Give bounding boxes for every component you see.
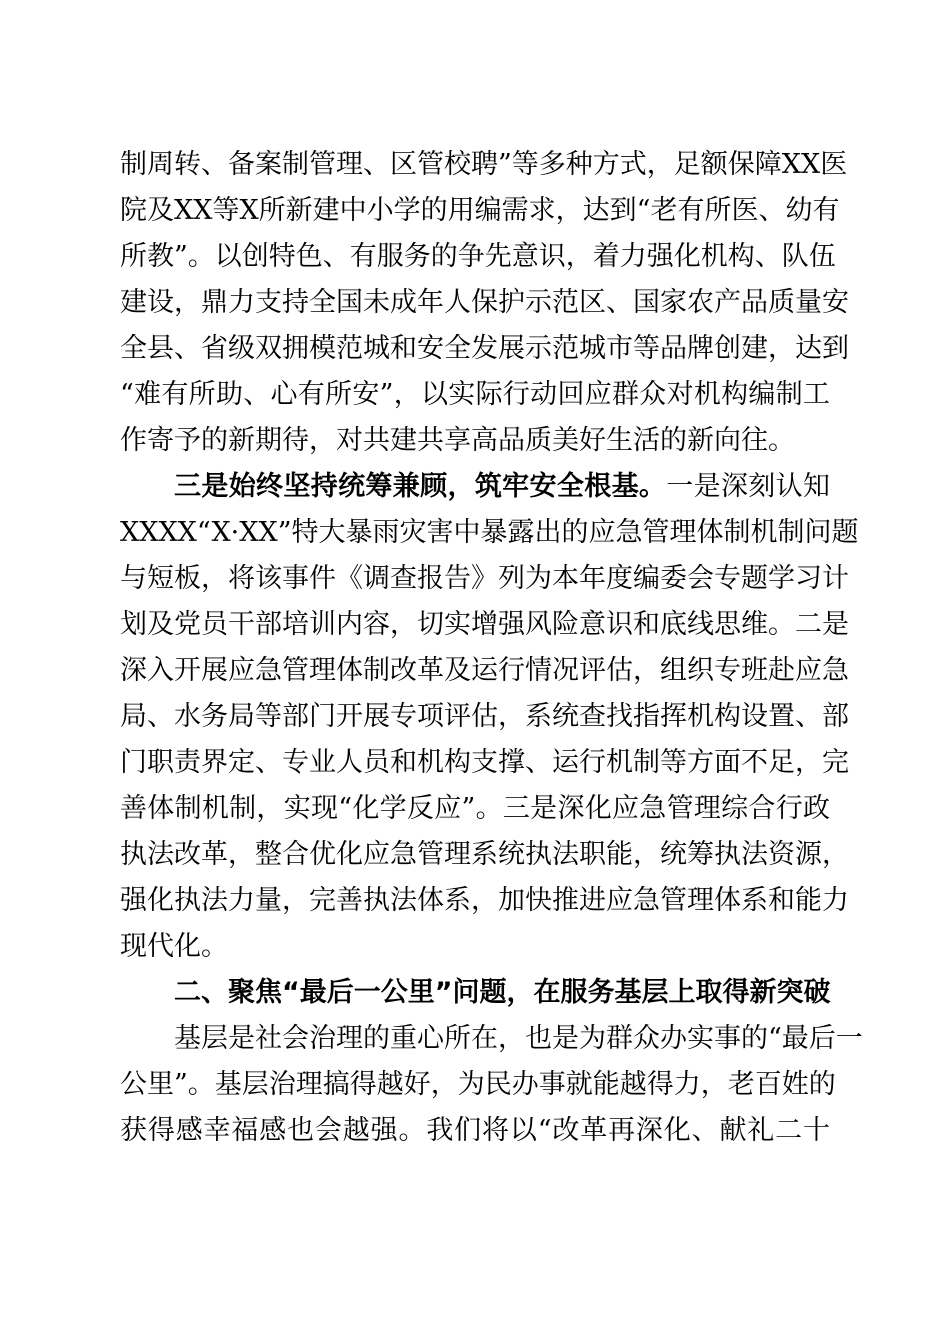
text-line: 作寄予的新期待，对共建共享高品质美好生活的新向往。 [120, 425, 795, 456]
text-line: “难有所助、心有所安”，以实际行动回应群众对机构编制工 [120, 379, 830, 410]
text-line: 执法改革，整合优化应急管理系统执法职能，统筹执法资源， [120, 839, 849, 870]
text-line: 深入开展应急管理体制改革及运行情况评估，组织专班赴应急 [120, 655, 849, 686]
paragraph-first-line [174, 467, 830, 507]
text-line: 强化执法力量，完善执法体系，加快推进应急管理体系和能力 [120, 885, 849, 916]
section-heading: 二、聚焦“最后一公里”问题，在服务基层上取得新突破 [174, 977, 831, 1008]
paragraph-lead-bold: 三是始终坚持统筹兼顾，筑牢安全根基。 [174, 471, 667, 502]
text-line: XXXX“X·XX”特大暴雨灾害中暴露出的应急管理体制机制问题 [120, 517, 859, 548]
text-line: 善体制机制，实现“化学反应”。三是深化应急管理综合行政 [120, 793, 830, 824]
paragraph-first-line: 基层是社会治理的重心所在，也是为群众办实事的“最后一 [174, 1023, 863, 1054]
text-line: 所教”。以创特色、有服务的争先意识，着力强化机构、队伍 [120, 241, 836, 272]
text-line: 获得感幸福感也会越强。我们将以“改革再深化、献礼二十 [120, 1115, 830, 1146]
text-line: 公里”。基层治理搞得越好，为民办事就能越得力，老百姓的 [120, 1069, 836, 1100]
paragraph-first-line-rest: 一是深刻认知 [666, 471, 831, 502]
text-line: 划及党员干部培训内容，切实增强风险意识和底线思维。二是 [120, 609, 849, 640]
text-line: 与短板，将该事件《调查报告》列为本年度编委会专题学习计 [120, 563, 849, 594]
text-line: 门职责界定、专业人员和机构支撑、运行机制等方面不足，完 [120, 747, 849, 778]
text-line: 全县、省级双拥模范城和安全发展示范城市等品牌创建，达到 [120, 333, 849, 364]
text-line: 院及XX等X所新建中小学的用编需求，达到“老有所医、幼有 [120, 195, 840, 226]
text-line: 局、水务局等部门开展专项评估，系统查找指挥机构设置、部 [120, 701, 849, 732]
text-line: 制周转、备案制管理、区管校聘”等多种方式，足额保障XX医 [120, 149, 848, 180]
text-line: 建设，鼎力支持全国未成年人保护示范区、国家农产品质量安 [120, 287, 849, 318]
text-line: 现代化。 [120, 931, 228, 962]
